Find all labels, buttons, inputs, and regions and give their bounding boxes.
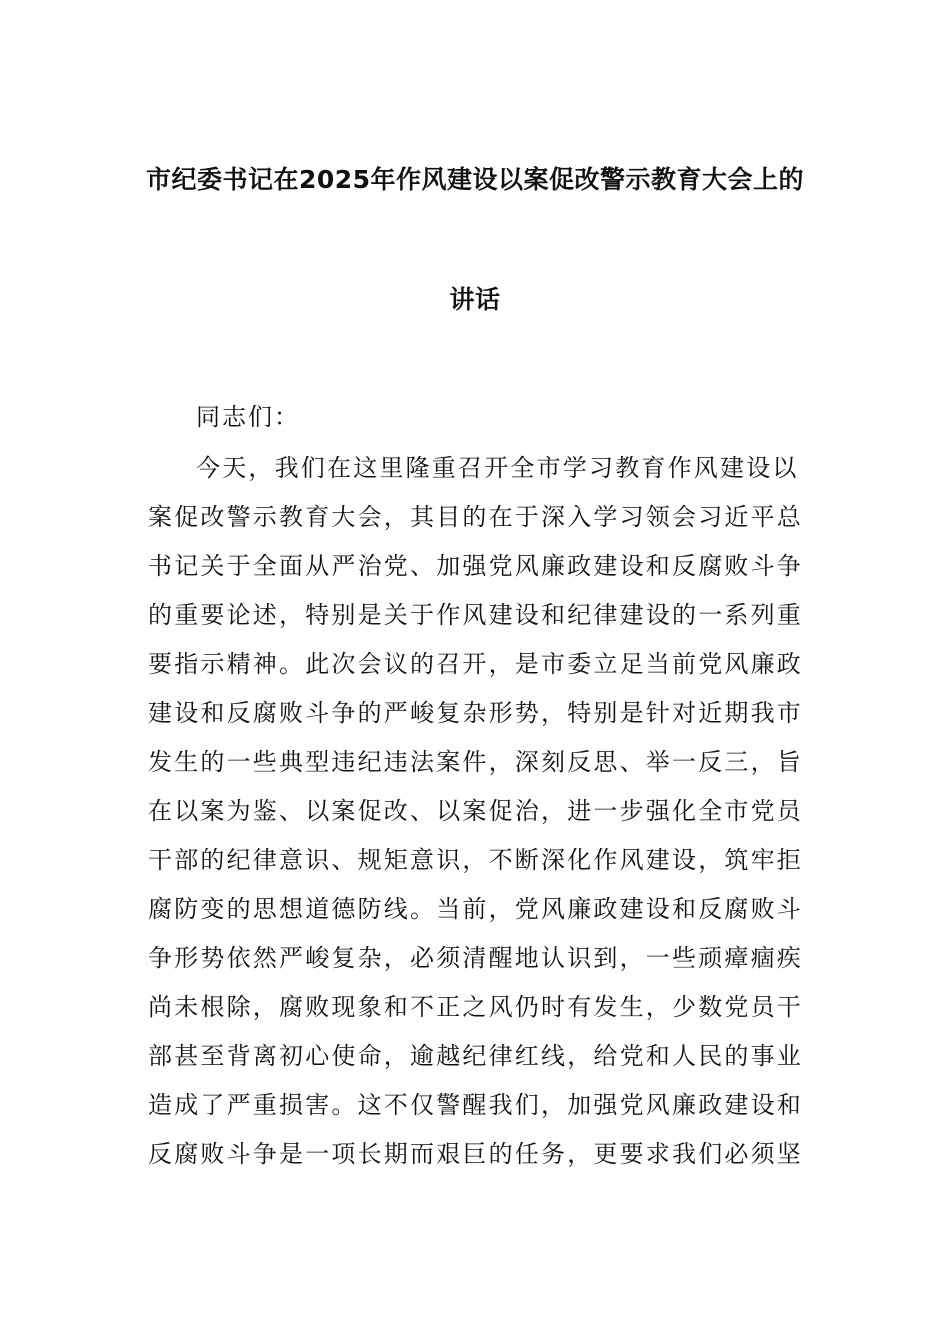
body-line: 今天，我们在这里隆重召开全市学习教育作风建设以 [196, 454, 799, 482]
document-title-line-1: 市纪委书记在2025年作风建设以案促改警示教育大会上的 [145, 165, 805, 194]
body-line: 建设和反腐败斗争的严峻复杂形势，特别是针对近期我市 [148, 699, 803, 727]
body-line: 干部的纪律意识、规矩意识，不断深化作风建设，筑牢拒 [148, 846, 803, 874]
body-line: 发生的一些典型违纪违法案件，深刻反思、举一反三，旨 [148, 748, 803, 776]
body-paragraph [148, 444, 808, 1179]
body-line: 争形势依然严峻复杂，必须清醒地认识到，一些顽瘴痼疾 [148, 944, 803, 972]
body-line: 部甚至背离初心使命，逾越纪律红线，给党和人民的事业 [148, 1042, 803, 1070]
body-line: 造成了严重损害。这不仅警醒我们，加强党风廉政建设和 [148, 1091, 803, 1119]
body-line: 反腐败斗争是一项长期而艰巨的任务，更要求我们必须坚 [148, 1140, 803, 1168]
body-line: 在以案为鉴、以案促改、以案促治，进一步强化全市党员 [148, 797, 803, 825]
body-line: 要指示精神。此次会议的召开，是市委立足当前党风廉政 [148, 650, 803, 678]
document-title-line-2: 讲话 [449, 285, 501, 314]
body-line: 书记关于全面从严治党、加强党风廉政建设和反腐败斗争 [148, 552, 803, 580]
salutation: 同志们： [196, 403, 300, 431]
body-line: 尚未根除，腐败现象和不正之风仍时有发生，少数党员干 [148, 993, 803, 1021]
body-line: 的重要论述，特别是关于作风建设和纪律建设的一系列重 [148, 601, 803, 629]
body-line: 案促改警示教育大会，其目的在于深入学习领会习近平总 [148, 503, 803, 531]
body-line: 腐防变的思想道德防线。当前，党风廉政建设和反腐败斗 [148, 895, 803, 923]
